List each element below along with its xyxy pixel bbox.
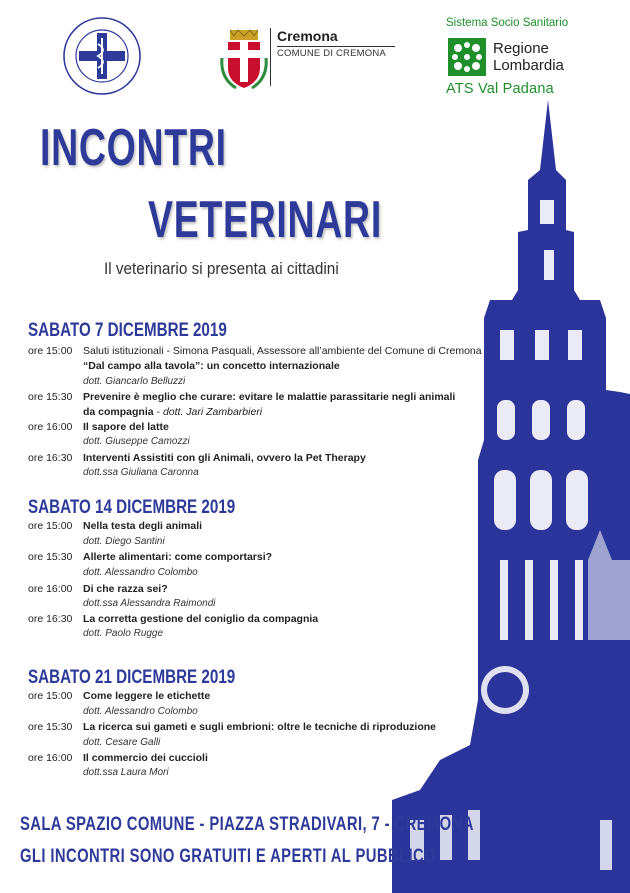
session-title-line2: da compagnia — [83, 406, 154, 418]
session-title: Nella testa degli animali — [83, 520, 203, 532]
regione-lombardia-rose-icon — [448, 38, 486, 76]
regione-name — [493, 40, 564, 74]
regione-lombardia-logo — [446, 17, 569, 97]
ats-val-padana-label: ATS Val Padana — [446, 81, 554, 97]
title-line-1: INCONTRI — [40, 119, 227, 177]
session-title: Il commercio dei cuccioli — [83, 752, 208, 764]
session-intro: Saluti istituzionali - Simona Pasquali, Assessore all’ambiente del Comune di Cremona — [83, 345, 482, 357]
session-time: ore 16:00 — [28, 583, 73, 595]
day-heading-1: SABATO 7 DICEMBRE 2019 — [28, 320, 227, 341]
venue-line: SALA SPAZIO COMUNE - PIAZZA STRADIVARI, 7 - CREMONA — [20, 814, 474, 835]
regione-system-label: Sistema Socio Sanitario — [446, 17, 569, 29]
session-title: La corretta gestione del coniglio da compagnia — [83, 613, 319, 625]
session-time: ore 15:00 — [28, 345, 73, 357]
session-time: ore 15:00 — [28, 520, 73, 532]
day-heading-2: SABATO 14 DICEMBRE 2019 — [28, 497, 236, 518]
cremona-logo-divider — [270, 28, 271, 86]
session-speaker: dott. Cesare Galli — [83, 737, 161, 748]
session-speaker: dott. Giuseppe Camozzi — [83, 436, 190, 447]
cremona-title: Cremona — [277, 28, 338, 44]
session-title: Come leggere le etichette — [83, 690, 211, 702]
session-title: La ricerca sui gameti e sugli embrioni: oltre le tecniche di riproduzione — [83, 721, 437, 733]
session-speaker: dott. Giancarlo Belluzzi — [83, 376, 186, 387]
session-speaker: dott. Paolo Rugge — [83, 628, 164, 639]
session-title-cont — [83, 406, 262, 418]
session-time: ore 16:30 — [28, 452, 73, 464]
free-entry-line: GLI INCONTRI SONO GRATUITI E APERTI AL PUBBLICO — [20, 846, 437, 867]
regione-name-line1: Regione — [493, 40, 549, 57]
session-time: ore 16:00 — [28, 421, 73, 433]
session-time: ore 15:30 — [28, 721, 73, 733]
session-speaker: - dott. Jari Zambarbieri — [153, 406, 263, 418]
cremona-subtitle: COMUNE DI CREMONA — [277, 48, 386, 59]
session-speaker: dott. Diego Santini — [83, 536, 165, 547]
session-time: ore 16:00 — [28, 752, 73, 764]
session-speaker: dott. Alessandro Colombo — [83, 567, 198, 578]
session-title: Di che razza sei? — [83, 583, 168, 595]
session-speaker: dott.ssa Alessandra Raimondi — [83, 598, 216, 609]
session-title: Interventi Assistiti con gli Animali, ovvero la Pet Therapy — [83, 452, 366, 464]
day-heading-3: SABATO 21 DICEMBRE 2019 — [28, 667, 236, 688]
session-title: “Dal campo alla tavola”: un concetto internazionale — [83, 360, 340, 372]
session-title: Allerte alimentari: come comportarsi? — [83, 551, 273, 563]
cremona-logo-rule — [277, 46, 395, 47]
session-speaker: dott. Alessandro Colombo — [83, 706, 198, 717]
session-title: Il sapore del latte — [83, 421, 169, 433]
regione-name-line2: Lombardia — [493, 57, 564, 74]
session-time: ore 15:00 — [28, 690, 73, 702]
session-speaker: dott.ssa Giuliana Caronna — [83, 467, 199, 478]
session-time: ore 16:30 — [28, 613, 73, 625]
veterinary-order-logo — [62, 16, 142, 96]
subtitle: Il veterinario si presenta ai cittadini — [104, 259, 339, 278]
session-time: ore 15:30 — [28, 551, 73, 563]
session-title: Prevenire è meglio che curare: evitare le malattie parassitarie negli animali — [83, 391, 456, 403]
session-time: ore 15:30 — [28, 391, 73, 403]
cremona-crest-icon — [220, 28, 268, 92]
title-line-2: VETERINARI — [148, 191, 382, 249]
session-speaker: dott.ssa Laura Mori — [83, 767, 169, 778]
